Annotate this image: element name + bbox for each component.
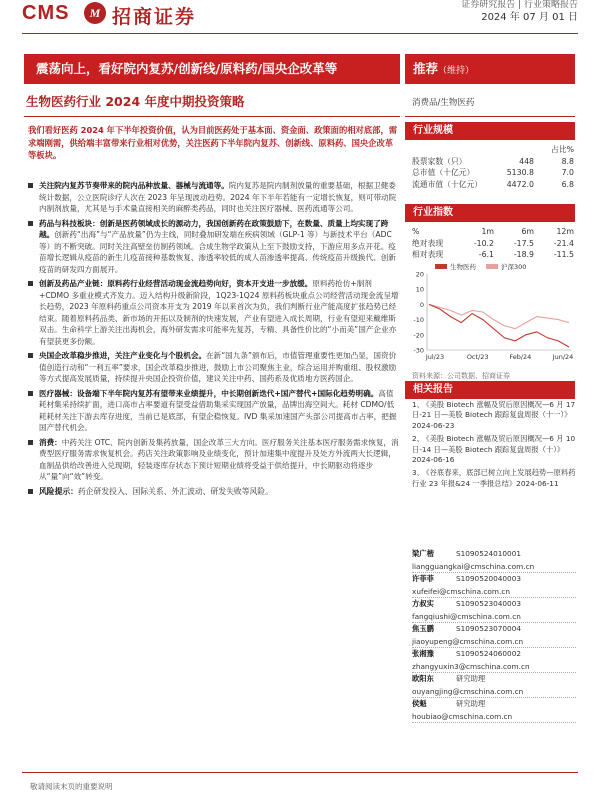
bullet-item	[28, 350, 400, 385]
analyst-entry	[412, 673, 576, 698]
analyst-email[interactable]: jiaoyupeng@cmschina.com.cn	[412, 636, 576, 649]
list-item[interactable]	[412, 400, 576, 431]
analyst-cert: 研究助理	[456, 699, 486, 708]
analyst-entry	[412, 648, 576, 673]
bullet-body: 高值耗材集采持续扩面，进口高市占率要道有望受益借助集采实现国产放量，品牌出海空间大。耗材 CDMO/低耗耗材关注下游去库存进度，当前已是底部，有望企稳恢复。IVD 集采加速国产头部公司提高市占率，把握国产替代机会。	[39, 388, 397, 432]
analyst-email[interactable]: xufeifei@cmschina.com.cn	[412, 586, 576, 599]
logo-company-name: 招商证券	[112, 6, 197, 28]
analyst-entry	[412, 598, 576, 623]
analyst-name: 方叔实	[412, 599, 434, 608]
bullet-body: 创新药“出海”与“产品放量”仍为主线，同时叠加研发端在疾病领域（GLP-1 等）与新技术平台（ADC 等）的不断突破。同时关注高壁垒仿制药领域。合成生物学政策从上至下鼓励支持，下游应用多点开花。疫苗增长逻辑从疫苗的新生儿疫苗接种基数恢复、渗透率较低的成人苗渗透率提高、传统疫苗升级换代、创新疫苗的研发四方面展开。	[39, 230, 396, 274]
chart-source: 资料来源：公司数据、招商证券	[412, 372, 510, 380]
industry-index-table	[412, 226, 574, 261]
bullet-item	[28, 388, 400, 434]
bullet-body: 在新“国九条”颁布后，市值管理重要性更加凸显，国资价值创造行动和“一利五率”要求，国企改革稳步推进，鼓励上市公司聚焦主业，综合运用并购重组、股权激励等方式提高发展质量，持续提升央国企投资价值，建议关注中药、国药系及优质地方医药国企。	[39, 351, 397, 383]
analyst-name: 张湘豫	[412, 649, 434, 658]
y-tick-label: -30	[413, 346, 424, 355]
x-tick-label: Jun/24	[552, 353, 574, 361]
analyst-email[interactable]: ouyangjing@cmschina.com.cn	[412, 686, 576, 699]
table-row	[412, 167, 574, 179]
table-row	[412, 156, 574, 168]
bullet-head: 央国企改革稳步推进，关注产业变化与个股机会。	[39, 351, 207, 360]
analyst-email[interactable]: fangqiushi@cmschina.com.cn	[412, 611, 576, 624]
report-number: 1、	[412, 400, 424, 409]
report-subtitle: 生物医药行业 2024 年度中期投资策略	[26, 94, 245, 109]
industry-index-heading: 行业指数	[405, 204, 575, 222]
company-logo	[22, 2, 212, 26]
bullet-body: 院内复苏是院内制剂放量的重要基础，根据卫健委统计数据，公立医院诊疗人次在 2023 年呈现波动趋势。2024 年下半年若能有一定增长恢复，则可带动院内制剂放量，尤其是与手术量直接相关的麻醉类药品，同时也关注医疗器械、医药流通等公司。	[39, 181, 397, 213]
table-row	[412, 249, 574, 261]
report-date: 2024 年 07 月 01 日	[481, 12, 578, 23]
legend-item	[486, 262, 526, 271]
bullet-head: 医疗器械：设备端下半年院内复苏有望带来业绩提升，中长期创新迭代+国产替代+国际化趋势明确。	[39, 388, 379, 398]
analyst-name: 梁广楷	[412, 549, 434, 558]
col-header: 1m	[481, 227, 494, 236]
footer-note: 敬请阅读末页的重要说明	[30, 782, 113, 791]
col-header: 12m	[556, 227, 574, 236]
row-value: 5130.8	[506, 168, 534, 177]
analyst-email[interactable]: houbiao@cmschina.com.cn	[412, 711, 576, 724]
rating-band	[405, 54, 575, 84]
row-label: 绝对表现	[412, 238, 444, 248]
industry-category: 消费品/生物医药	[412, 98, 475, 108]
analyst-name: 侯魁	[412, 699, 427, 708]
analyst-entry	[412, 698, 576, 723]
summary-paragraph: 我们看好医药 2024 年下半年投资价值，认为目前医药处于基本面、资金面、政策面的相对底部，需求端刚需，供给端丰富带来行业相对优势，关注医药下半年院内复苏、创新线、原料药、国央企改革等板块。	[28, 125, 398, 161]
logo-cms-text: CMS	[22, 2, 70, 24]
row-share: 6.8	[561, 179, 574, 189]
bullet-body: 中药关注 OTC、院内创新及集药放量，国企改革三大方向。医疗服务关注基本医疗服务需求恢复，消费型医疗服务需求恢复机会。药店关注政策影响及业绩变化，预计加速集中度提升及处方外流两大长逻辑，血制品供给改善进入兑现期，轻装逐库存状态下预计短期业绩将受益于供给提升，中长期驱动将逐步从“量”向“效”转变。	[39, 437, 399, 481]
logo-seal-icon: M	[84, 2, 106, 24]
risk-warning	[28, 486, 400, 498]
bullet-list	[28, 180, 400, 497]
index-chart	[405, 260, 577, 366]
analyst-entry	[412, 573, 576, 598]
rating-note: （维持）	[438, 66, 475, 76]
footer-divider	[22, 772, 578, 773]
x-tick-label: Jul/23	[425, 353, 445, 361]
row-label: 流通市值（十亿元）	[412, 179, 483, 189]
row-label: 股票家数（只）	[412, 156, 467, 166]
report-number: 2、	[412, 434, 424, 444]
bullet-head: 药品与科技板块：创新是医药领域成长的源动力，我国创新药在政策鼓励下，在数量、质量上均实现了跨越。	[39, 218, 389, 239]
row-value: -21.4	[553, 238, 574, 248]
analyst-cert: S1090520040003	[456, 574, 521, 583]
analyst-cert: S1090523070004	[456, 624, 521, 633]
report-title: 《谷底春来，底部已树立向上发展趋势—原料药行业 23 年报&24 一季报总结》2024-06-11	[412, 468, 576, 488]
header-meta	[378, 0, 578, 24]
table-header-row	[412, 226, 574, 238]
risk-head: 风险提示：	[39, 486, 78, 496]
table-header-row	[412, 144, 574, 156]
index-chart-svg	[405, 260, 577, 366]
row-value: -18.9	[513, 250, 534, 259]
analyst-name: 焦玉鹏	[412, 624, 434, 633]
table-row	[412, 179, 574, 191]
analyst-cert: S1090524060002	[456, 649, 521, 658]
analyst-name: 许菲菲	[412, 574, 434, 583]
related-reports-list	[412, 400, 576, 492]
row-value: 4472.0	[506, 179, 534, 189]
analyst-name: 欧阳东	[412, 674, 434, 683]
bullet-body: 原料药抢仿+制剂+CDMO 多重业模式齐发力。迈入结构升级新阶段，1Q23-1Q24 原料药板块重点公司经营活动现金流呈增长趋势，2023 年原料药重点公司资本开支为 2019 年以来首次为负，我们判断行业产能高度扩张趋势已经结束。随着原料药品类、新市场的开拓以及制剂的快速发展，产业有望进入成长周期，行业有望迎来戴维斯双击。生命科学上游关注出海机会，海外研发需求可能率先复苏，专精、具备性价比的“小而美”国产企业亦有望获更多份额。	[39, 279, 399, 346]
bullet-head: 创新及药品产业链：原料药行业经营活动现金流趋势向好，资本开支进一步放缓。	[39, 279, 313, 288]
report-type: 证券研究报告 | 行业策略报告	[461, 0, 578, 10]
row-label: 总市值（十亿元）	[412, 168, 475, 177]
report-number: 3、	[412, 468, 424, 478]
analyst-list	[412, 548, 576, 723]
legend-swatch	[486, 264, 498, 269]
row-share: 7.0	[561, 168, 574, 177]
row-share: 8.8	[561, 156, 574, 166]
col-header: 6m	[521, 227, 534, 236]
subtitle-divider	[24, 116, 400, 117]
analyst-email[interactable]: liangguangkai@cmschina.com.cn	[412, 561, 576, 574]
x-tick-label: Oct/23	[466, 353, 489, 361]
legend-label: 生物医药	[450, 263, 476, 271]
legend-label: 沪深300	[501, 263, 527, 271]
related-reports-heading: 相关报告	[405, 381, 575, 399]
y-tick-label: 10	[415, 285, 424, 294]
x-tick-label: Feb/24	[509, 353, 532, 361]
industry-scale-heading: 行业规模	[405, 122, 575, 140]
header-divider	[22, 33, 578, 34]
y-tick-label: -20	[413, 331, 424, 340]
risk-body: 药企研发投入、国际关系、外汇波动、研发失败等风险。	[77, 486, 273, 496]
row-value: -6.1	[478, 250, 494, 259]
row-value: -11.5	[553, 250, 574, 259]
analyst-cert: 研究助理	[456, 674, 486, 683]
title-band: 震荡向上，看好院内复苏/创新线/原料药/国央企改革等	[24, 54, 400, 84]
analyst-cert: S1090524010001	[456, 549, 521, 558]
y-tick-label: -10	[413, 316, 424, 325]
share-header: 占比%	[550, 145, 574, 154]
bullet-item	[28, 180, 400, 215]
y-tick-label: 20	[415, 270, 424, 279]
analyst-entry	[412, 548, 576, 573]
row-value: -17.5	[513, 238, 534, 248]
row-value: 448	[519, 156, 534, 166]
analyst-email[interactable]: zhangyuxin3@cmschina.com.cn	[412, 661, 576, 674]
legend-swatch	[435, 264, 447, 269]
bullet-item	[28, 218, 400, 276]
industry-scale-table	[412, 144, 574, 190]
category-divider	[405, 116, 575, 117]
legend-item	[435, 262, 476, 271]
bullet-head: 消费：	[39, 437, 62, 447]
row-value: -10.2	[473, 238, 494, 248]
list-item[interactable]	[412, 434, 576, 465]
chart-legend	[435, 262, 526, 271]
analyst-cert: S1090523040003	[456, 599, 521, 608]
table-row	[412, 238, 574, 250]
bullet-head: 关注院内复苏节奏带来的院内品种放量、器械与流通等。	[39, 181, 229, 190]
row-label: 相对表现	[412, 250, 444, 259]
col-header: %	[412, 227, 420, 236]
bullet-item	[28, 278, 400, 347]
rating-label: 推荐	[413, 61, 439, 76]
bullet-item	[28, 437, 400, 483]
report-title: 《美股 Biotech 涨幅及贸后原因概况—6 月 10 日-14 日—美股 Biotech 跟踪复盘周报（十）》2024-06-16	[412, 434, 576, 465]
report-title: 《美股 Biotech 涨幅及贸后原因概况—6 月 17 日-21 日—美股 Biotech 跟踪复盘周报（十一）》2024-06-23	[412, 400, 576, 430]
list-item[interactable]	[412, 468, 576, 489]
y-tick-label: 0	[419, 300, 424, 309]
analyst-entry	[412, 623, 576, 648]
